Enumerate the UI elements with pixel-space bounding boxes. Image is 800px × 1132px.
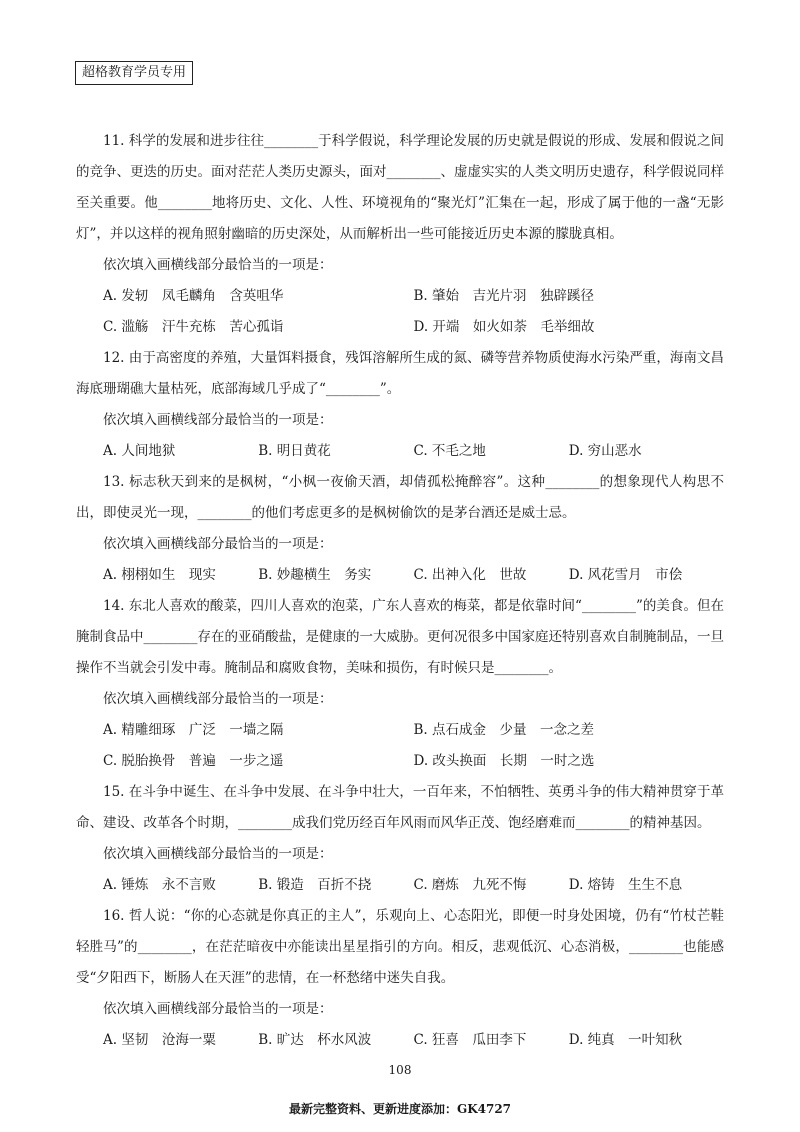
option-d[interactable]: D. 开端 如火如荼 毛举细故 <box>413 319 595 335</box>
question-stem: 16. 哲人说：“你的心态就是你真正的主人”，乐观向上、心态阳光，即便一时身处困境，仍有“竹杖芒鞋轻胜马”的________，在茫茫暗夜中亦能读出星星指引的方向。相反，悲观低沉、心态消极，________也能感受“夕阳西下，断肠人在天涯”的悲情，在一杯愁绪中迷失自我。 <box>76 908 724 986</box>
question-13 <box>76 467 724 591</box>
option-c[interactable]: C. 出神入化 世故 <box>413 567 527 583</box>
header-label: 超格教育学员专用 <box>75 61 193 85</box>
option-d[interactable]: D. 穷山恶水 <box>568 443 642 459</box>
question-stem: 15. 在斗争中诞生、在斗争中发展、在斗争中壮大，一百年来，不怕牺牲、英勇斗争的伟大精神贯穿于革命、建设、改革各个时期，________成我们党历经百年风雨而风华正茂、饱经磨难而________的精神基因。 <box>76 784 724 831</box>
question-prompt: 依次填入画横线部分最恰当的一项是： <box>103 536 333 552</box>
option-a[interactable]: A. 人间地狱 <box>103 443 176 459</box>
option-a[interactable]: A. 发轫 凤毛麟角 含英咀华 <box>103 288 284 304</box>
page-number: 108 <box>388 1063 412 1077</box>
option-b[interactable]: B. 旷达 杯水风波 <box>258 1032 372 1048</box>
option-list <box>76 560 724 591</box>
option-b[interactable]: B. 锻造 百折不挠 <box>258 877 372 893</box>
option-c[interactable]: C. 狂喜 瓜田李下 <box>413 1032 527 1048</box>
question-15 <box>76 777 724 901</box>
option-b[interactable]: B. 点石成金 少量 一念之差 <box>413 722 595 738</box>
option-c[interactable]: C. 不毛之地 <box>413 443 486 459</box>
question-prompt: 依次填入画横线部分最恰当的一项是： <box>103 412 333 428</box>
question-14 <box>76 591 724 777</box>
option-d[interactable]: D. 改头换面 长期 一时之选 <box>413 753 595 769</box>
option-b[interactable]: B. 肇始 吉光片羽 独辟蹊径 <box>413 288 595 304</box>
option-a[interactable]: A. 精雕细琢 广泛 一墙之隔 <box>103 722 284 738</box>
question-stem: 14. 东北人喜欢的酸菜，四川人喜欢的泡菜，广东人喜欢的梅菜，都是依靠时间“________”的美食。但在腌制食品中________存在的亚硝酸盐，是健康的一大威胁。更何况很多中国家庭还特别喜欢自制腌制品，一旦操作不当就会引发中毒。腌制品和腐败食物，美味和损伤，有时候只是________。 <box>76 598 724 676</box>
question-16 <box>76 901 724 1056</box>
option-c[interactable]: C. 脱胎换骨 普遍 一步之遥 <box>103 753 284 769</box>
option-list <box>76 870 724 901</box>
question-stem: 12. 由于高密度的养殖，大量饵料摄食，残饵溶解所生成的氮、磷等营养物质使海水污染严重，海南文昌海底珊瑚礁大量枯死，底部海域几乎成了“________”。 <box>76 350 724 397</box>
option-a[interactable]: A. 栩栩如生 现实 <box>103 567 216 583</box>
option-a[interactable]: A. 坚韧 沧海一粟 <box>103 1032 216 1048</box>
option-b[interactable]: B. 明日黄花 <box>258 443 331 459</box>
question-prompt: 依次填入画横线部分最恰当的一项是： <box>103 846 333 862</box>
question-prompt: 依次填入画横线部分最恰当的一项是： <box>103 1001 333 1017</box>
option-a[interactable]: A. 锤炼 永不言败 <box>103 877 216 893</box>
option-d[interactable]: D. 熔铸 生生不息 <box>568 877 683 893</box>
option-list <box>76 715 724 777</box>
footer-note: 最新完整资料、更新进度添加：GK4727 <box>288 1102 512 1116</box>
option-d[interactable]: D. 风花雪月 市侩 <box>568 567 683 583</box>
question-11 <box>76 126 724 343</box>
option-c[interactable]: C. 滥觞 汗牛充栋 苦心孤诣 <box>103 319 284 335</box>
option-list <box>76 281 724 343</box>
question-prompt: 依次填入画横线部分最恰当的一项是： <box>103 691 333 707</box>
option-list <box>76 1025 724 1056</box>
question-12 <box>76 343 724 467</box>
option-d[interactable]: D. 纯真 一叶知秋 <box>568 1032 683 1048</box>
option-b[interactable]: B. 妙趣横生 务实 <box>258 567 372 583</box>
question-list <box>76 126 724 1056</box>
option-list <box>76 436 724 467</box>
question-stem: 11. 科学的发展和进步往往________于科学假说，科学理论发展的历史就是假说的形成、发展和假说之间的竞争、更迭的历史。面对茫茫人类历史源头，面对________、虚虚实实的人类文明历史遗存，科学假说同样至关重要。他________地将历史、文化、人性、环境视角的“聚光灯”汇集在一起，形成了属于他的一盏“无影灯”，并以这样的视角照射幽暗的历史深处，从而解析出一些可能接近历史本源的朦胧真相。 <box>76 133 724 242</box>
option-c[interactable]: C. 磨炼 九死不悔 <box>413 877 527 893</box>
question-stem: 13. 标志秋天到来的是枫树，“小枫一夜偷天酒，却倩孤松掩醉容”。这种________的想象现代人构思不出，即使灵光一现，________的他们考虑更多的是枫树偷饮的是茅台酒还是威士忌。 <box>76 474 724 521</box>
question-prompt: 依次填入画横线部分最恰当的一项是： <box>103 257 333 273</box>
